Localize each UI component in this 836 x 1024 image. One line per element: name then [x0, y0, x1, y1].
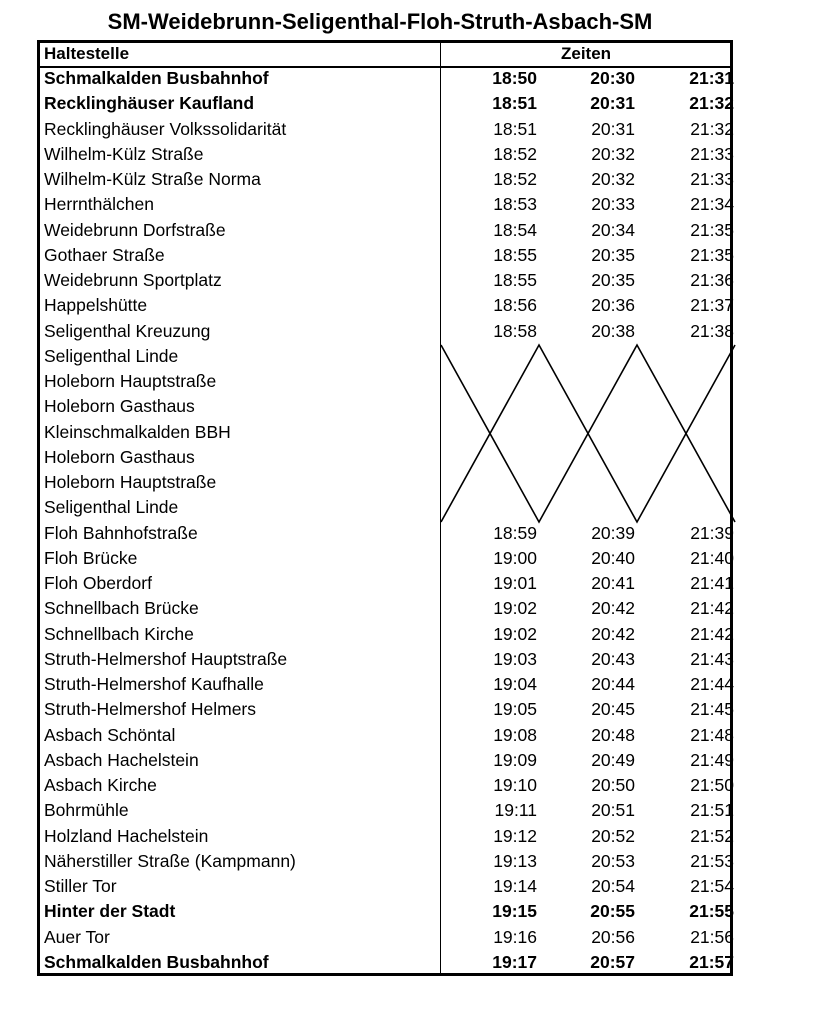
departure-time: 21:54 [690, 876, 734, 896]
departure-time: 21:33 [690, 143, 734, 164]
departure-time: 19:11 [494, 800, 537, 821]
departure-time: 20:42 [591, 598, 635, 619]
departure-time: 20:42 [591, 623, 635, 644]
departure-time: 19:00 [493, 547, 537, 568]
departure-time: 20:48 [591, 724, 635, 745]
departure-time: 21:35 [690, 244, 734, 265]
departure-time: 21:32 [689, 93, 734, 114]
departure-time: 19:13 [493, 850, 537, 871]
departure-time: 18:50 [492, 68, 537, 88]
departure-time: 20:55 [590, 901, 635, 922]
stop-name: Struth-Helmershof Helmers [44, 699, 256, 720]
departure-time: 18:59 [493, 522, 537, 543]
header-stop-label: Haltestelle [44, 44, 130, 63]
departure-time: 20:43 [591, 648, 635, 669]
departure-time: 21:48 [690, 724, 734, 745]
stop-name: Weidebrunn Sportplatz [44, 270, 222, 290]
departure-time: 20:35 [591, 244, 635, 265]
page-title: SM-Weidebrunn-Seligenthal-Floh-Struth-Asbach-SM [107, 9, 653, 34]
stop-name: Auer Tor [44, 926, 110, 947]
departure-time: 19:08 [493, 724, 537, 745]
departure-time: 20:36 [591, 295, 635, 316]
departure-time: 21:57 [689, 951, 734, 972]
stop-name: Gothaer Straße [44, 244, 165, 265]
departure-time: 20:38 [591, 320, 635, 341]
departure-time: 19:14 [493, 876, 537, 896]
departure-time: 20:31 [590, 93, 635, 114]
departure-time: 21:43 [690, 648, 734, 669]
departure-time: 19:10 [493, 775, 537, 795]
departure-time: 20:44 [591, 674, 635, 694]
departure-time: 20:49 [591, 749, 635, 770]
departure-time: 20:33 [591, 194, 635, 215]
departure-time: 20:31 [591, 118, 635, 139]
departure-time: 19:03 [493, 648, 537, 669]
departure-time: 21:40 [690, 547, 734, 568]
departure-time: 20:35 [591, 270, 635, 290]
departure-time: 20:45 [591, 699, 635, 720]
departure-time: 20:40 [591, 547, 635, 568]
stop-name: Asbach Schöntal [44, 724, 176, 745]
departure-time: 19:15 [492, 901, 537, 922]
departure-time: 19:01 [493, 573, 537, 593]
stop-name: Floh Oberdorf [44, 573, 152, 593]
stop-name: Weidebrunn Dorfstraße [44, 219, 226, 240]
departure-time: 18:51 [492, 93, 537, 114]
departure-time: 21:37 [690, 295, 734, 316]
stop-name: Floh Bahnhofstraße [44, 522, 198, 543]
departure-time: 21:32 [690, 118, 734, 139]
stop-name: Floh Brücke [44, 547, 138, 568]
departure-time: 18:55 [493, 244, 537, 265]
stop-name: Holeborn Hauptstraße [44, 371, 217, 391]
departure-time: 21:49 [690, 749, 734, 770]
departure-time: 18:55 [493, 270, 537, 290]
stop-name: Happelshütte [44, 295, 148, 316]
departure-time: 21:45 [690, 699, 734, 720]
departure-time: 21:50 [690, 775, 734, 795]
departure-time: 20:39 [591, 522, 635, 543]
departure-time: 20:57 [590, 951, 635, 972]
departure-time: 21:36 [690, 270, 734, 290]
departure-time: 19:17 [492, 951, 537, 972]
departure-time: 18:51 [493, 118, 537, 139]
stop-name: Bohrmühle [44, 800, 129, 821]
stop-name: Holeborn Gasthaus [44, 396, 195, 417]
departure-time: 21:31 [689, 68, 734, 88]
stop-name: Asbach Kirche [44, 775, 157, 795]
stop-name: Struth-Helmershof Hauptstraße [44, 648, 288, 669]
stop-name: Kleinschmalkalden BBH [44, 421, 231, 442]
departure-time: 21:39 [690, 522, 734, 543]
departure-time: 20:32 [591, 143, 635, 164]
departure-time: 21:42 [690, 598, 734, 619]
departure-time: 20:56 [591, 926, 635, 947]
departure-time: 21:38 [690, 320, 734, 341]
stop-name: Recklinghäuser Kaufland [44, 93, 255, 114]
departure-time: 21:34 [690, 194, 734, 215]
departure-time: 19:02 [493, 623, 537, 644]
stop-name: Seligenthal Linde [44, 497, 179, 518]
departure-time: 19:16 [493, 926, 537, 947]
departure-time: 20:50 [591, 775, 635, 795]
departure-time: 19:09 [493, 749, 537, 770]
departure-time: 21:52 [690, 825, 734, 846]
stop-name: Struth-Helmershof Kaufhalle [44, 674, 264, 694]
departure-time: 20:32 [591, 169, 635, 189]
cross-line [441, 345, 735, 522]
departure-time: 21:51 [690, 800, 734, 821]
departure-time: 20:41 [591, 573, 635, 593]
departure-time: 21:44 [690, 674, 734, 694]
departure-time: 18:52 [493, 143, 537, 164]
departure-time: 18:53 [493, 194, 537, 215]
departure-time: 21:42 [690, 623, 734, 644]
departure-time: 21:55 [689, 901, 734, 922]
stop-name: Seligenthal Linde [44, 345, 179, 366]
stop-name: Wilhelm-Külz Straße Norma [44, 169, 261, 189]
departure-time: 20:53 [591, 850, 635, 871]
departure-time: 20:51 [591, 800, 635, 821]
stop-name: Schmalkalden Busbahnhof [44, 951, 269, 972]
stop-name: Recklinghäuser Volkssolidarität [44, 118, 287, 139]
departure-time: 20:34 [591, 219, 635, 240]
departure-time: 21:53 [690, 850, 734, 871]
stop-name: Holzland Hachelstein [44, 825, 209, 846]
departure-time: 20:30 [590, 68, 635, 88]
departure-time: 18:58 [493, 320, 537, 341]
stop-name: Hinter der Stadt [44, 901, 176, 922]
departure-time: 20:52 [591, 825, 635, 846]
departure-time: 19:02 [493, 598, 537, 619]
stop-name: Schnellbach Brücke [44, 598, 199, 619]
stop-name: Asbach Hachelstein [44, 749, 199, 770]
header-times-label: Zeiten [561, 44, 612, 63]
departure-time: 18:52 [493, 169, 537, 189]
departure-time: 19:12 [493, 825, 537, 846]
stop-name: Holeborn Hauptstraße [44, 472, 217, 492]
departure-time: 21:56 [690, 926, 734, 947]
stop-name: Holeborn Gasthaus [44, 446, 195, 467]
departure-time: 21:35 [690, 219, 734, 240]
stop-name: Schmalkalden Busbahnhof [44, 68, 269, 88]
stop-name: Herrnthälchen [44, 194, 154, 215]
stop-name: Näherstiller Straße (Kampmann) [44, 850, 296, 871]
departure-time: 21:33 [690, 169, 734, 189]
departure-time: 21:41 [690, 573, 734, 593]
departure-time: 20:54 [591, 876, 635, 896]
stop-name: Wilhelm-Külz Straße [44, 143, 204, 164]
stop-name: Schnellbach Kirche [44, 623, 194, 644]
departure-time: 18:56 [493, 295, 537, 316]
departure-time: 19:05 [493, 699, 537, 720]
stop-name: Seligenthal Kreuzung [44, 320, 211, 341]
departure-time: 19:04 [493, 674, 537, 694]
departure-time: 18:54 [493, 219, 537, 240]
stop-name: Stiller Tor [44, 876, 117, 896]
